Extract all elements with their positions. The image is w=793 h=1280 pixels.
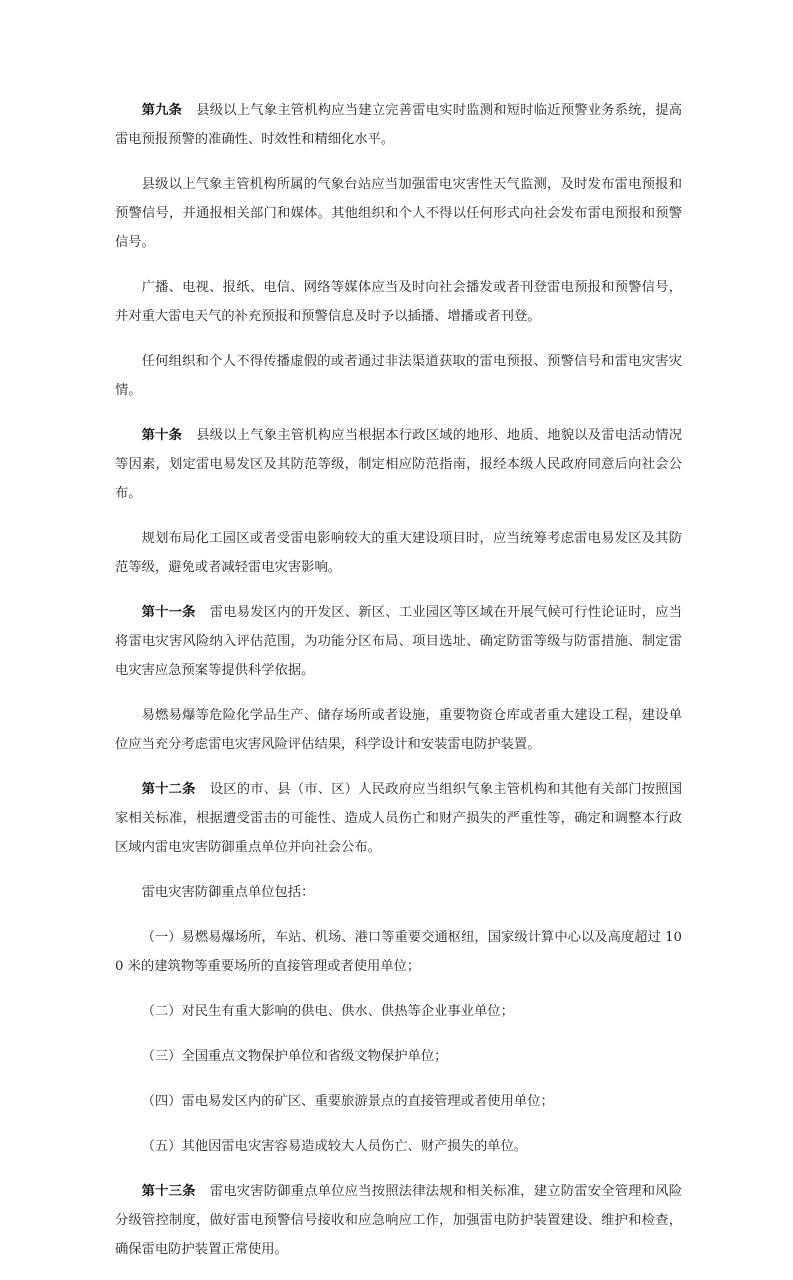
list-item <box>115 1132 682 1161</box>
regulation-page <box>115 96 682 1280</box>
paragraph-text: （四）雷电易发区内的矿区、重要旅游景点的直接管理或者使用单位； <box>141 1094 554 1109</box>
paragraph-text: 雷电易发区内的开发区、新区、工业园区等区域在开展气候可行性论证时，应当将雷电灾害风险纳入评估范围，为功能分区布局、项目选址、确定防雷等级与防雷措施、制定雷电灾害应急预案等提供科学依据。 <box>115 605 683 678</box>
article-number: 第十一条 <box>141 605 196 620</box>
article-9-paragraph <box>115 96 682 154</box>
paragraph-text: 易燃易爆等危险化学品生产、储存场所或者设施，重要物资仓库或者重大建设工程，建设单位应当充分考虑雷电灾害风险评估结果，科学设计和安装雷电防护装置。 <box>115 708 682 752</box>
paragraph <box>115 878 682 907</box>
paragraph-text: 任何组织和个人不得传播虚假的或者通过非法渠道获取的雷电预报、预警信号和雷电灾害灾情。 <box>115 354 682 398</box>
paragraph-text: 设区的市、县（市、区）人民政府应当组织气象主管机构和其他有关部门按照国家相关标准，根据遭受雷击的可能性、造成人员伤亡和财产损失的严重性等，确定和调整本行政区域内雷电灾害防御重点单位并向社会公布。 <box>115 782 683 855</box>
paragraph <box>115 524 682 582</box>
paragraph-text: 规划布局化工园区或者受雷电影响较大的重大建设项目时，应当统筹考虑雷电易发区及其防范等级，避免或者减轻雷电灾害影响。 <box>115 531 682 575</box>
list-item <box>115 997 682 1026</box>
paragraph-text: 县级以上气象主管机构应当根据本行政区域的地形、地质、地貌以及雷电活动情况等因素，划定雷电易发区及其防范等级，制定相应防范指南，报经本级人民政府同意后向社会公布。 <box>115 428 683 501</box>
article-number: 第十三条 <box>141 1184 196 1199</box>
paragraph-text: 雷电灾害防御重点单位应当按照法律法规和相关标准，建立防雷安全管理和风险分级管控制度，做好雷电预警信号接收和应急响应工作，加强雷电防护装置建设、维护和检查，确保雷电防护装置正常使用。 <box>115 1184 683 1257</box>
paragraph-text: （五）其他因雷电灾害容易造成较大人员伤亡、财产损失的单位。 <box>141 1139 528 1154</box>
article-number: 第十条 <box>141 428 183 443</box>
article-number: 第十二条 <box>141 782 196 797</box>
paragraph <box>115 273 682 331</box>
paragraph-text: 雷电灾害防御重点单位包括： <box>141 885 315 900</box>
list-item <box>115 1042 682 1071</box>
paragraph <box>115 347 682 405</box>
article-12-paragraph <box>115 775 682 862</box>
paragraph-text: （一）易燃易爆场所，车站、机场、港口等重要交通枢纽，国家级计算中心以及高度超过 100 米的建筑物等重要场所的直接管理或者使用单位； <box>115 930 682 974</box>
article-10-paragraph <box>115 421 682 508</box>
paragraph-text: 广播、电视、报纸、电信、网络等媒体应当及时向社会播发或者刊登雷电预报和预警信号，并对重大雷电天气的补充预报和预警信息及时予以插播、增播或者刊登。 <box>115 280 682 324</box>
paragraph-text: 县级以上气象主管机构所属的气象台站应当加强雷电灾害性天气监测，及时发布雷电预报和预警信号，并通报相关部门和媒体。其他组织和个人不得以任何形式向社会发布雷电预报和预警信号。 <box>115 177 682 250</box>
article-11-paragraph <box>115 598 682 685</box>
paragraph-text: （二）对民生有重大影响的供电、供水、供热等企业事业单位； <box>141 1004 514 1019</box>
article-number: 第九条 <box>141 103 183 118</box>
paragraph <box>115 170 682 257</box>
article-13-paragraph <box>115 1177 682 1264</box>
list-item <box>115 1087 682 1116</box>
list-item <box>115 923 682 981</box>
paragraph <box>115 701 682 759</box>
paragraph-text: （三）全国重点文物保护单位和省级文物保护单位； <box>141 1049 448 1064</box>
paragraph-text: 县级以上气象主管机构应当建立完善雷电实时监测和短时临近预警业务系统，提高雷电预报预警的准确性、时效性和精细化水平。 <box>115 103 683 147</box>
